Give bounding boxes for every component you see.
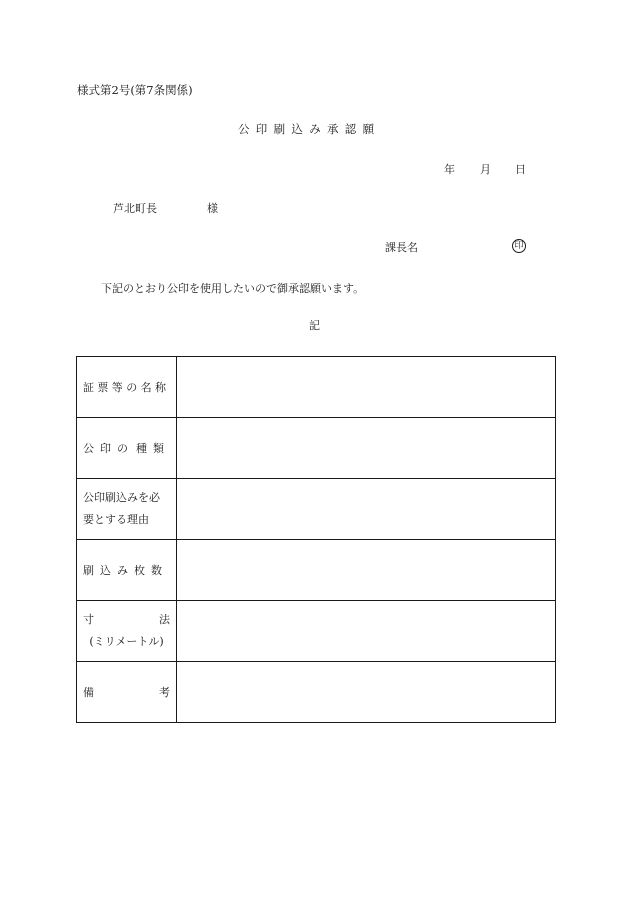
label-line-2: 要とする理由 bbox=[83, 513, 149, 526]
table-row bbox=[77, 357, 556, 418]
detail-table bbox=[76, 356, 556, 723]
document-title: 公印刷込み承認願 bbox=[238, 122, 381, 136]
ki-heading: 記 bbox=[309, 319, 320, 332]
label-line-1: 公印刷込みを必 bbox=[83, 491, 160, 504]
label-unit: (ミリメートル) bbox=[89, 635, 164, 648]
value-seal-type[interactable] bbox=[177, 418, 556, 479]
label-remarks bbox=[77, 662, 177, 723]
label-text-left: 公印の bbox=[83, 442, 134, 455]
form-number: 様式第2号(第7条関係) bbox=[77, 83, 193, 97]
label-text-left: 備 bbox=[83, 686, 94, 699]
table-row bbox=[77, 418, 556, 479]
label-seal-type bbox=[77, 418, 177, 479]
seal-mark-icon: 印 bbox=[512, 239, 526, 253]
table-row bbox=[77, 601, 556, 662]
value-print-count[interactable] bbox=[177, 540, 556, 601]
label-text: 証票等の名称 bbox=[83, 381, 170, 394]
table-row bbox=[77, 662, 556, 723]
table-row bbox=[77, 540, 556, 601]
label-text: 刷込み枚数 bbox=[83, 564, 168, 577]
applicant-name-label: 課長名 bbox=[385, 241, 418, 254]
label-text-right: 種類 bbox=[136, 442, 170, 455]
label-text-right: 法 bbox=[159, 613, 170, 626]
date-year-label: 年 bbox=[444, 163, 455, 176]
request-statement: 下記のとおり公印を使用したいので御承認願います。 bbox=[101, 282, 365, 295]
label-certificate-name bbox=[77, 357, 177, 418]
label-print-count bbox=[77, 540, 177, 601]
value-reason[interactable] bbox=[177, 479, 556, 540]
value-remarks[interactable] bbox=[177, 662, 556, 723]
date-day-label: 日 bbox=[515, 163, 526, 176]
value-dimensions[interactable] bbox=[177, 601, 556, 662]
value-certificate-name[interactable] bbox=[177, 357, 556, 418]
label-dimensions bbox=[77, 601, 177, 662]
date-month-label: 月 bbox=[480, 163, 491, 176]
label-text-right: 考 bbox=[159, 686, 170, 699]
addressee: 芦北町長 bbox=[113, 202, 157, 215]
honorific: 様 bbox=[207, 202, 218, 215]
label-reason bbox=[77, 479, 177, 540]
table-row bbox=[77, 479, 556, 540]
label-text-left: 寸 bbox=[83, 613, 94, 626]
